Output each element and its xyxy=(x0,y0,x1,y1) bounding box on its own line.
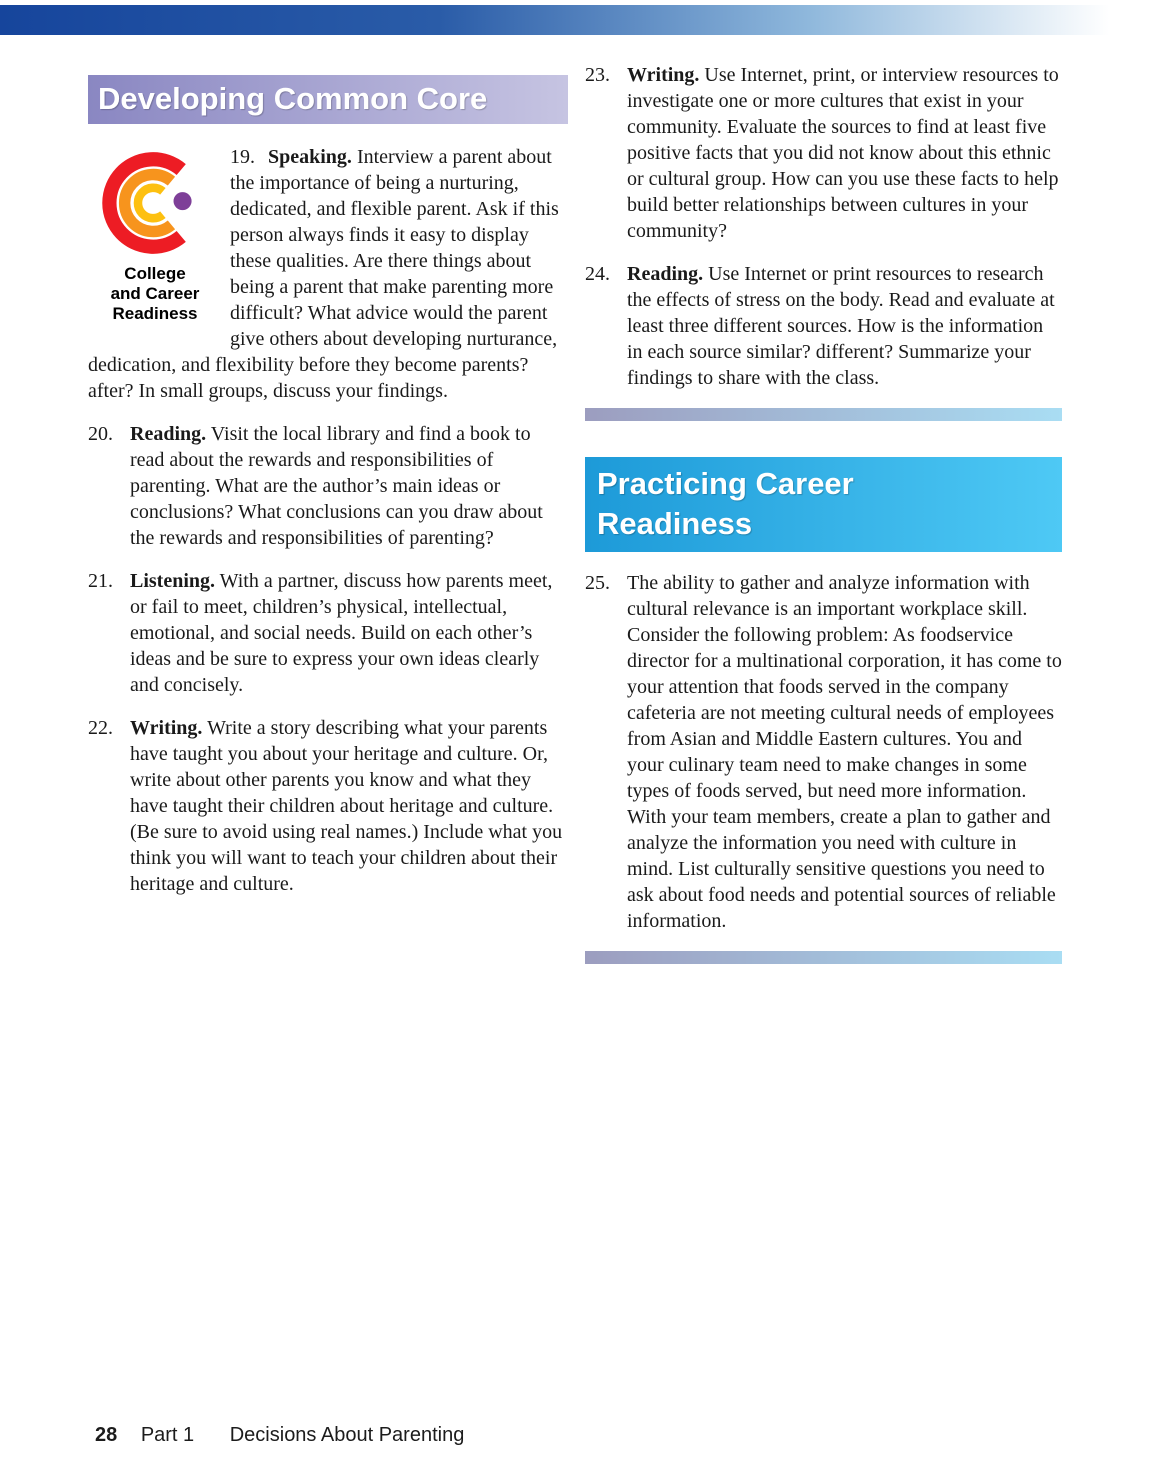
item-lead: Reading. xyxy=(627,263,704,285)
ccr-logo-caption xyxy=(94,264,216,324)
common-core-header xyxy=(88,75,568,124)
item-body xyxy=(627,570,1062,934)
ccr-caption-line1: College xyxy=(124,264,186,283)
ccr-caption-line2: and Career xyxy=(110,284,200,304)
item-number: 25. xyxy=(585,572,610,595)
list-item-21 xyxy=(88,568,568,698)
item-text: Write a story describing what your parents have taught you about your heritage and culture. Or, write about other parents you know and what they have taught their children about heritage and culture. (Be sure to avoid using real names.) Include what you think you will want to teach your children about their heritage and culture. xyxy=(130,717,563,895)
ccr-dot xyxy=(174,192,192,210)
section-divider xyxy=(585,951,1062,964)
item-text: Visit the local library and find a book to read about the rewards and responsibilities of parenting. What are the author’s main ideas or conclusions? What conclusions can you draw about the rewards and responsibilities of parenting? xyxy=(130,423,543,549)
item-text: With a partner, discuss how parents meet, or fail to meet, children’s physical, intellectual, emotional, and social needs. Build on each other’s ideas and be sure to express your own ideas clearly and concisely. xyxy=(130,570,553,696)
item-number: 19. xyxy=(230,146,255,168)
career-readiness-header xyxy=(585,457,1062,552)
part-label: Part 1 xyxy=(140,1424,195,1446)
item-lead: Listening. xyxy=(130,570,216,592)
page-number: 28 xyxy=(95,1424,118,1446)
item-number: 23. xyxy=(585,64,610,86)
ccr-logo xyxy=(94,146,216,324)
left-column xyxy=(88,75,568,914)
item-body xyxy=(130,421,568,551)
ccr-arc-yellow xyxy=(138,188,163,218)
college-career-readiness-icon xyxy=(97,146,213,260)
list-item-25 xyxy=(585,570,1062,934)
list-item-24 xyxy=(585,261,1062,391)
ccr-arc-orange xyxy=(125,175,172,232)
item-number: 24. xyxy=(585,263,610,285)
item-lead: Writing. xyxy=(130,717,203,739)
ccr-caption-line3: Readiness xyxy=(112,304,198,324)
list-item-23 xyxy=(585,62,1062,244)
item-text: Use Internet, print, or interview resources to investigate one or more cultures that exist in your community. Evaluate the sources to find at least five positive facts that you did not know about this ethnic or cultural group. How can you use these facts to help build better relationships between cultures in your community? xyxy=(627,64,1059,242)
list-item-19 xyxy=(88,144,568,404)
item-number: 22. xyxy=(88,717,113,739)
item-number: 20. xyxy=(88,423,113,445)
career-readiness-header-line1: Practicing Career xyxy=(597,466,854,501)
common-core-header-label: Developing Common Core xyxy=(98,81,488,116)
section-divider xyxy=(585,408,1062,421)
item-text: The ability to gather and analyze information with cultural relevance is an important workplace skill. Consider the following problem: As foodservice director for a multinational corporation, it has come to your attention that foods served in the company cafeteria are not meeting cultural needs of employees from Asian and Middle Eastern cultures. You and your culinary team need to make changes in some types of foods served, but need more information. With your team members, create a plan to gather and analyze the information you need with culture in mind. List culturally sensitive questions you need to ask about food needs and potential sources of reliable information. xyxy=(627,572,1062,933)
page-footer xyxy=(95,1424,464,1447)
list-item-22 xyxy=(88,715,568,897)
right-column xyxy=(585,62,1062,964)
item-lead: Reading. xyxy=(130,423,207,445)
chapter-title: Decisions About Parenting xyxy=(229,1424,465,1446)
item-body xyxy=(130,568,568,698)
item-lead: Writing. xyxy=(627,64,700,86)
top-accent-bar xyxy=(0,5,1156,35)
career-readiness-header-line2: Readiness xyxy=(597,505,753,541)
item-body xyxy=(627,62,1062,244)
item-body xyxy=(130,715,568,897)
item-text: Interview a parent about the importance of being a nurturing, dedicated, and flexible parent. Ask if this person always finds it easy to display these qualities. Are there things about being a parent that make parenting more difficult? What advice would the parent give others about developing nurturance, dedication, and flexibility before they become parents? after? In small groups, discuss your findings. xyxy=(88,146,559,402)
item-text: Use Internet or print resources to research the effects of stress on the body. Read and evaluate at least three different sources. How is the information in each source similar? different? Summarize your findings to share with the class. xyxy=(627,263,1055,389)
item-body xyxy=(627,261,1062,391)
list-item-20 xyxy=(88,421,568,551)
item-number: 21. xyxy=(88,570,113,592)
item-lead: Speaking. xyxy=(268,146,352,168)
